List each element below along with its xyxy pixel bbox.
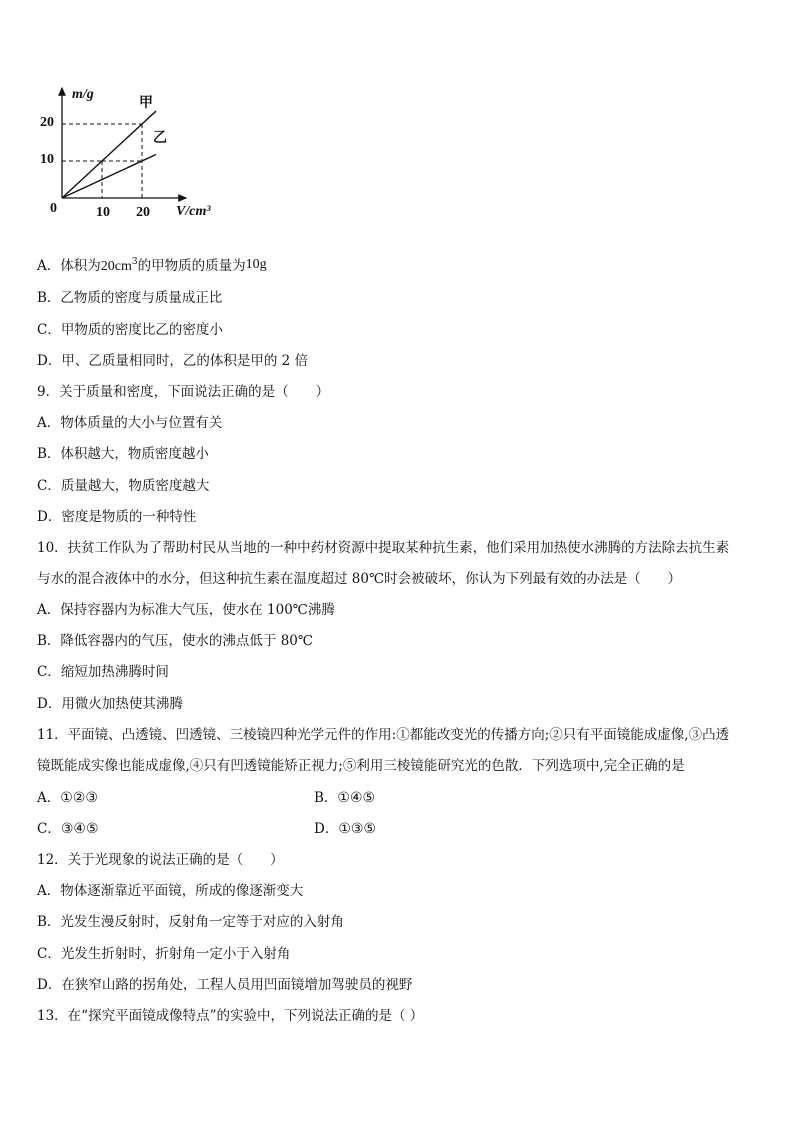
mass-volume-graph bbox=[40, 80, 240, 230]
graph-svg bbox=[40, 80, 240, 230]
q9-option-a: A．物体质量的大小与位置有关 bbox=[37, 415, 223, 431]
q11-option-c bbox=[37, 819, 99, 839]
y-tick-label-10: 10 bbox=[40, 152, 54, 167]
q11-option-d-label: D． bbox=[314, 821, 339, 837]
q11-option-b bbox=[314, 788, 375, 808]
q9-option-d: D．密度是物质的一种特性 bbox=[37, 509, 197, 525]
q8-option-a-text-1: 体积为 bbox=[60, 258, 101, 274]
q8-option-a-text-2: 的甲物质的质量为 bbox=[137, 258, 246, 274]
q10-option-d: D．用微火加热使其沸腾 bbox=[37, 696, 183, 712]
q10-option-a: A．保持容器内为标准大气压，使水在 100℃沸腾 bbox=[37, 602, 335, 618]
x-tick-label-20: 20 bbox=[136, 205, 150, 220]
q8-option-a bbox=[37, 252, 267, 277]
q9-stem: 9．关于质量和密度，下面说法正确的是（ ） bbox=[37, 384, 330, 400]
series-label-jia: 甲 bbox=[139, 96, 153, 111]
q10-option-c: C．缩短加热沸腾时间 bbox=[37, 664, 169, 680]
q10-stem-line-2: 与水的混合液体中的水分，但这种抗生素在温度超过 80℃时会被破坏，你认为下列最有效的办法是（ ） bbox=[37, 571, 682, 587]
q8-option-b: B．乙物质的密度与质量成正比 bbox=[37, 290, 223, 306]
series-label-yi: 乙 bbox=[153, 131, 167, 146]
q11-option-a-text: ①②③ bbox=[60, 790, 98, 806]
q11-stem-line-2: 镜既能成实像也能成虚像,④只有凹透镜能矫正视力;⑤利用三棱镜能研究光的色散．下列选项中,完全正确的是 bbox=[37, 758, 685, 774]
q12-option-d: D．在狭窄山路的拐角处，工程人员用凹面镜增加驾驶员的视野 bbox=[37, 977, 413, 993]
y-axis-label: m/g bbox=[72, 87, 94, 102]
q12-option-a: A．物体逐渐靠近平面镜，所成的像逐渐变大 bbox=[37, 883, 304, 899]
q11-option-c-text: ③④⑤ bbox=[60, 821, 99, 837]
x-tick-label-10: 10 bbox=[96, 205, 110, 220]
q11-option-b-text: ①④⑤ bbox=[337, 790, 376, 806]
q8-option-a-mass: 10g bbox=[245, 257, 267, 272]
plot-layer bbox=[62, 111, 156, 198]
q9-option-b: B．体积越大，物质密度越小 bbox=[37, 446, 209, 462]
q10-option-b: B．降低容器内的气压，使水的沸点低于 80℃ bbox=[37, 633, 313, 649]
q8-option-c: C．甲物质的密度比乙的密度小 bbox=[37, 322, 223, 338]
q11-option-a bbox=[37, 788, 98, 808]
q11-stem-line-1: 11．平面镜、凸透镜、凹透镜、三棱镜四种光学元件的作用:①都能改变光的传播方向;②只有平面镜能成虚像,③凸透 bbox=[37, 727, 730, 743]
q11-option-c-label: C． bbox=[37, 821, 61, 837]
q11-option-d bbox=[314, 819, 376, 839]
q8-option-a-volume: 20cm bbox=[100, 259, 132, 274]
q10-stem-line-1: 10．扶贫工作队为了帮助村民从当地的一种中药材资源中提取某种抗生素，他们采用加热使水沸腾的方法除去抗生素 bbox=[37, 540, 730, 556]
q12-option-c: C．光发生折射时，折射角一定小于入射角 bbox=[37, 946, 291, 962]
q12-stem: 12．关于光现象的说法正确的是（ ） bbox=[37, 852, 284, 868]
q9-option-c: C．质量越大，物质密度越大 bbox=[37, 478, 210, 494]
q8-option-d: D．甲、乙质量相同时，乙的体积是甲的 2 倍 bbox=[37, 353, 308, 369]
q11-option-b-label: B． bbox=[314, 790, 338, 806]
q11-option-d-text: ①③⑤ bbox=[338, 821, 376, 837]
q13-stem: 13．在“探究平面镜成像特点”的实验中，下列说法正确的是（ ） bbox=[37, 1008, 424, 1024]
y-tick-label-20: 20 bbox=[40, 115, 54, 130]
q11-option-a-label: A． bbox=[37, 790, 61, 806]
q12-option-b: B．光发生漫反射时，反射角一定等于对应的入射角 bbox=[37, 914, 344, 930]
x-axis-label: V/cm³ bbox=[176, 204, 211, 219]
q8-option-a-exponent: 3 bbox=[131, 257, 138, 267]
origin-label: 0 bbox=[50, 201, 57, 216]
q8-option-a-label: A． bbox=[37, 258, 61, 274]
